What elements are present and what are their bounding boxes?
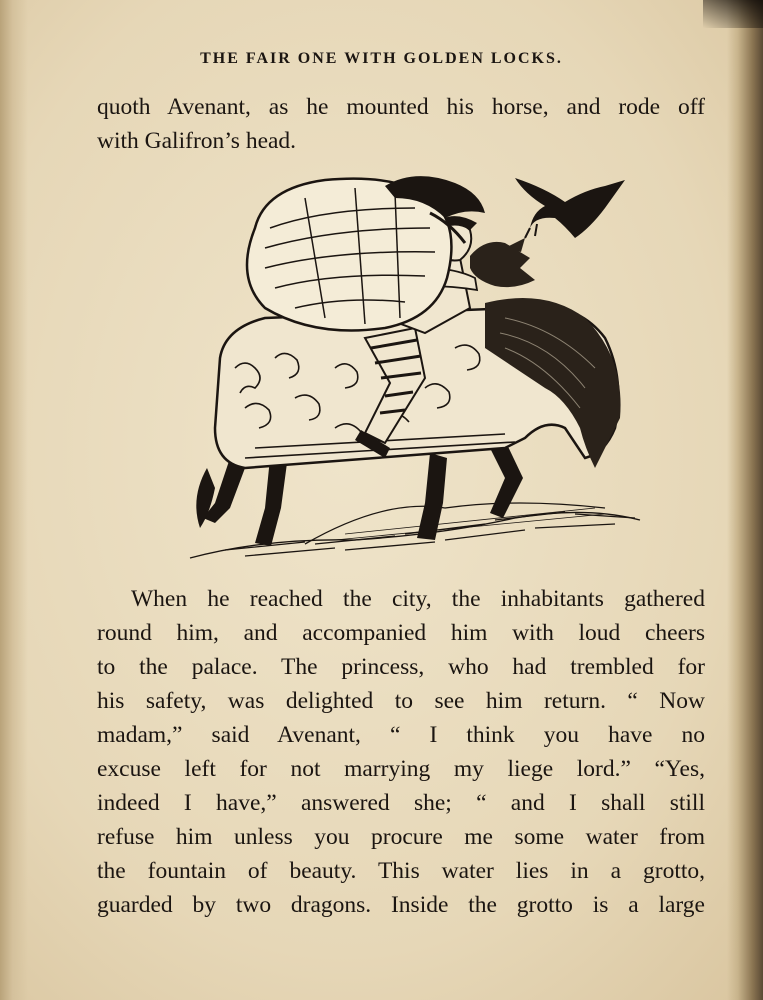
text-line-body-8: refuse him unless you procure me some water from [97,824,705,850]
text-line-body-7: indeed I have,” answered she; “ and I shall still [97,790,705,816]
running-head: THE FAIR ONE WITH GOLDEN LOCKS. [200,50,563,67]
text-line-body-2: round him, and accompanied him with loud cheers [97,620,705,646]
text-line-body-1: When he reached the city, the inhabitants gathered [131,586,705,612]
text-line-body-4: his safety, was delighted to see him return. “ Now [97,688,705,714]
text-line-top-1: quoth Avenant, as he mounted his horse, and rode off [97,94,705,120]
page-corner [703,0,763,28]
text-line-top-2: with Galifron’s head. [97,128,297,154]
page-edge-shadow [727,0,763,1000]
ground-hatching [190,503,640,558]
text-line-body-3: to the palace. The princess, who had trembled for [97,654,705,680]
text-line-body-9: the fountain of beauty. This water lies in a grotto, [97,858,705,884]
text-line-body-10: guarded by two dragons. Inside the grotto is a large [97,892,705,918]
text-line-body-5: madam,” said Avenant, “ I think you have no [97,722,705,748]
text-line-body-6: excuse left for not marrying my liege lord.” “Yes, [97,756,705,782]
giants-head [470,238,535,287]
knight-on-horse-illustration [185,168,645,568]
page-spine-shadow [0,0,28,1000]
crow-flying [515,178,625,238]
